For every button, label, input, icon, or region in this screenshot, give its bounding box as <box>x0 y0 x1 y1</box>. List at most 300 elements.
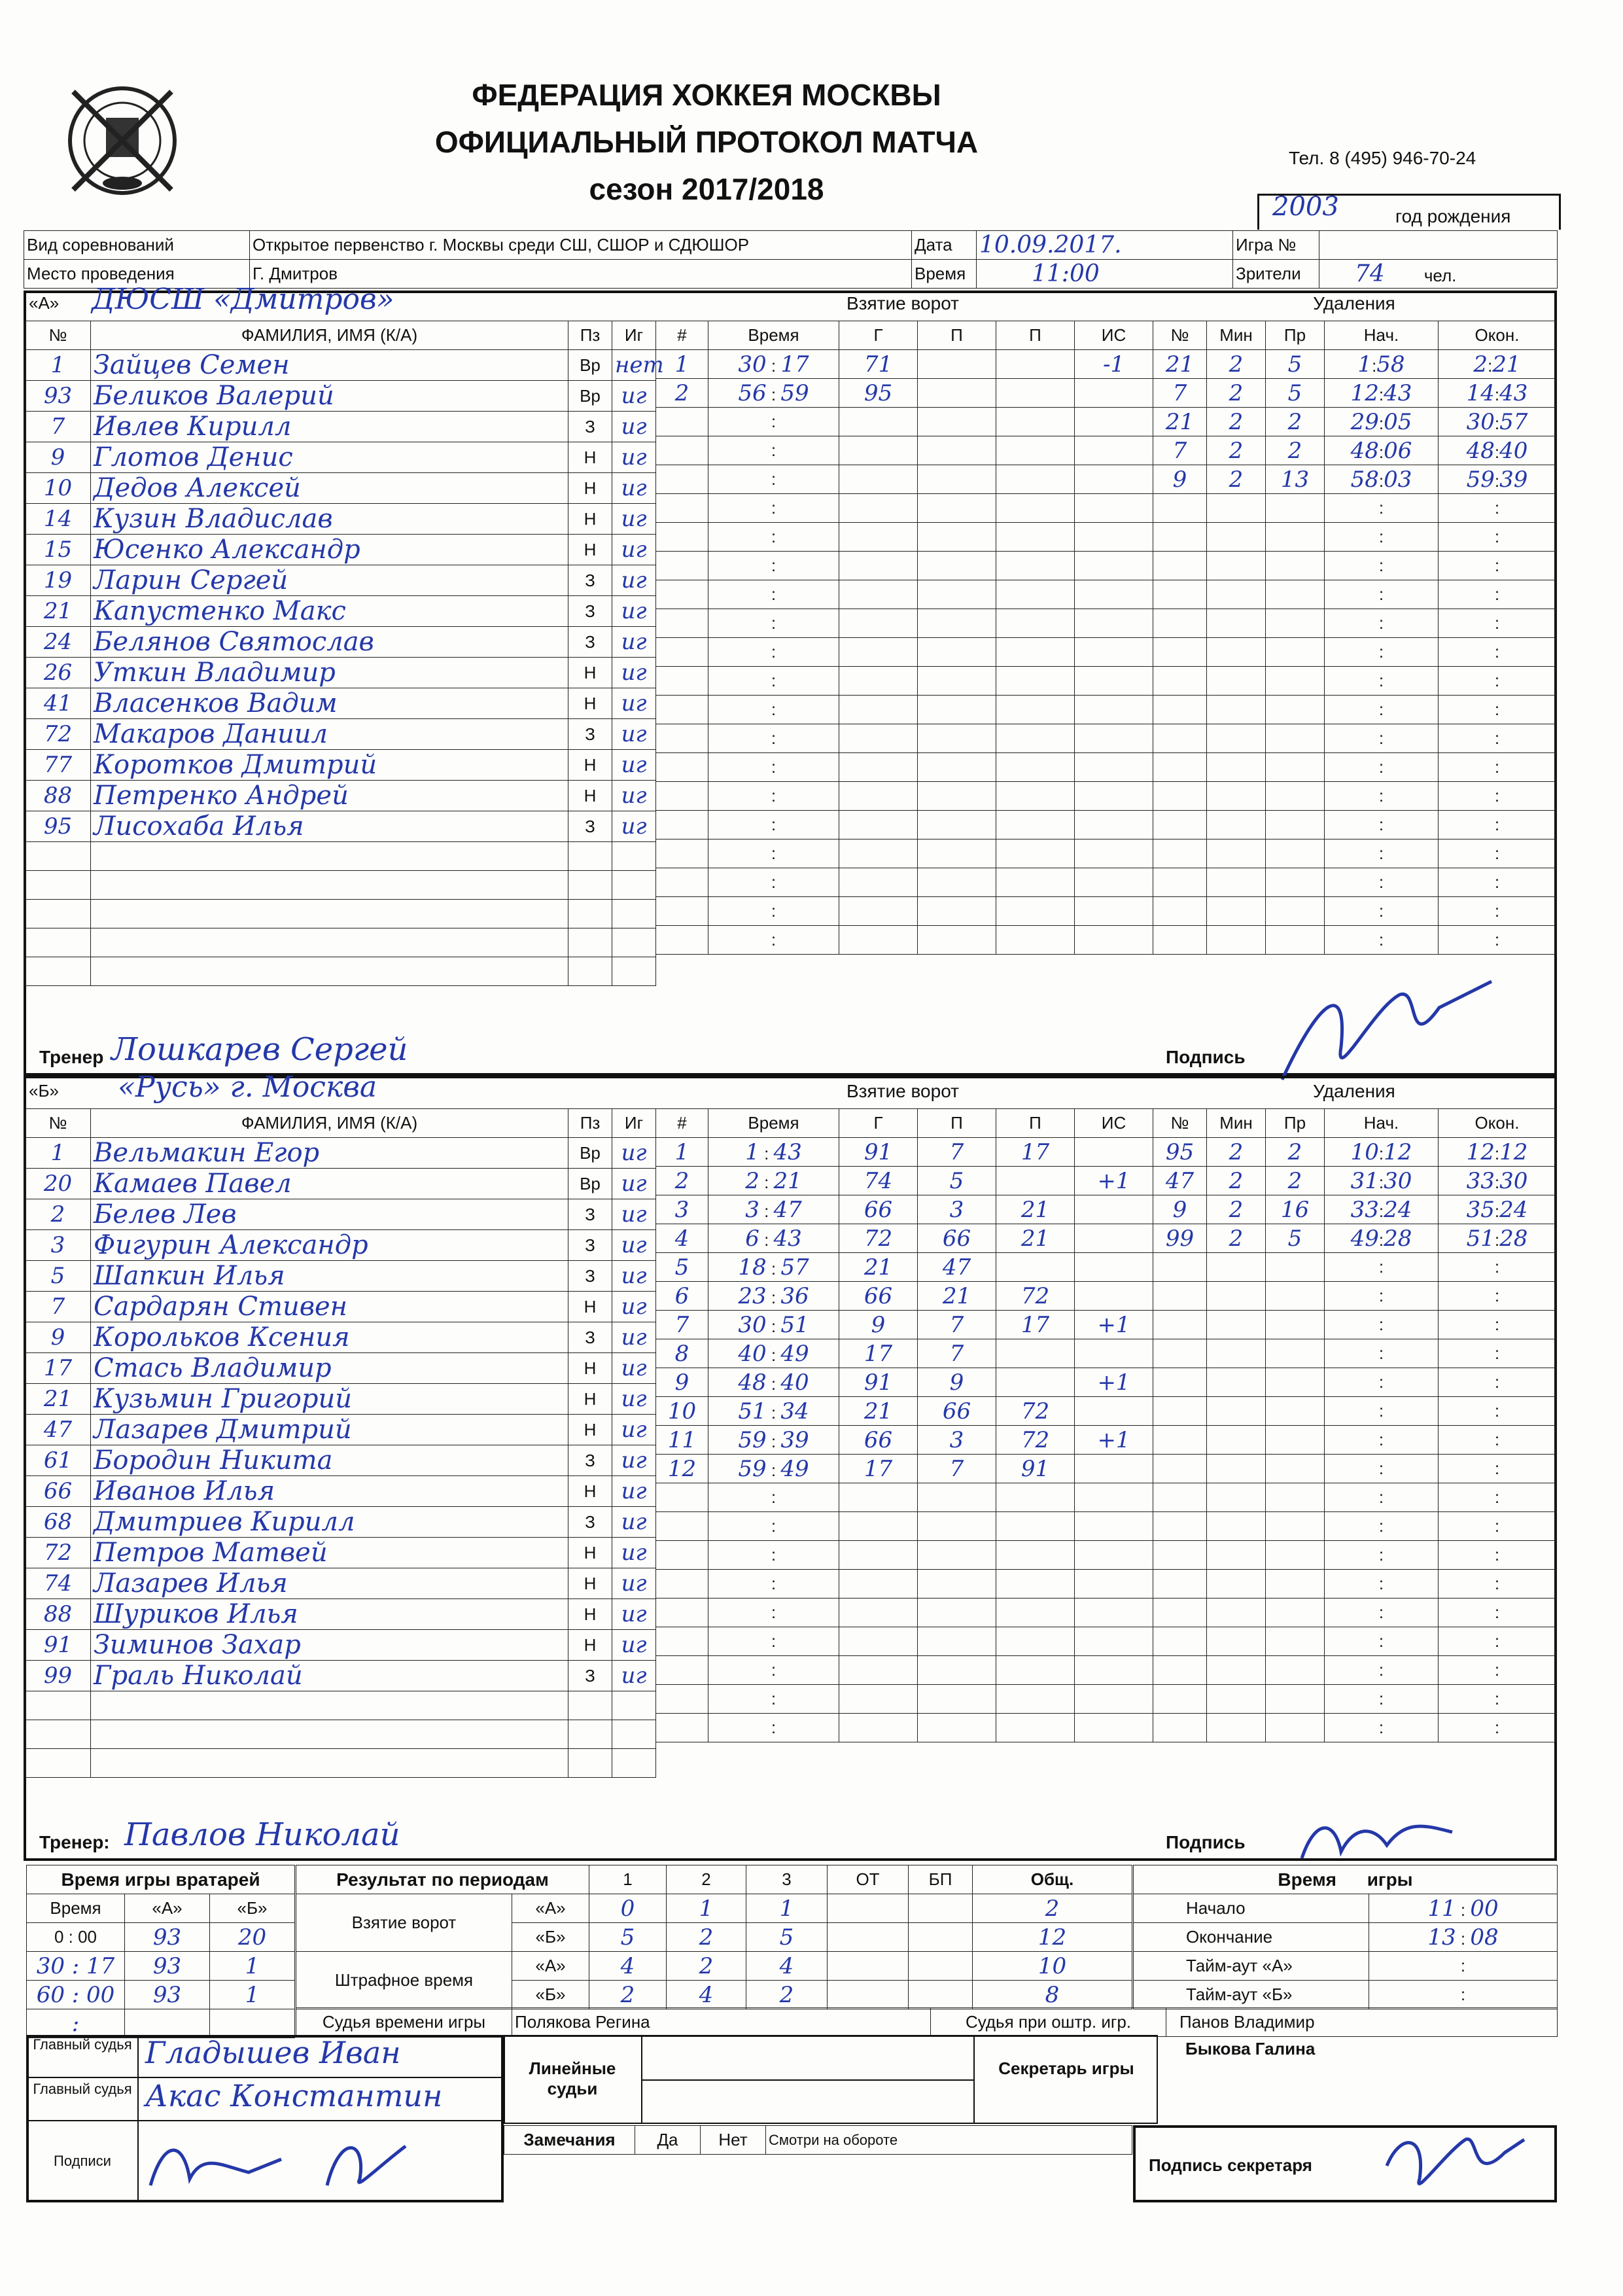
player-row <box>26 688 656 719</box>
spectators-unit: чел. <box>1423 266 1457 285</box>
period-value <box>828 1952 909 1981</box>
goal-time-minute: 40 <box>738 1340 767 1367</box>
team-a-goals <box>655 321 1153 955</box>
competition-label: Вид соревнований <box>24 231 250 260</box>
penalty-start: : <box>1325 1339 1439 1368</box>
penalty-player-number <box>1153 1656 1207 1685</box>
player-name: Беликов Валерий <box>91 381 568 412</box>
penalty-end-second: 43 <box>1499 380 1528 406</box>
goal-assist-2 <box>996 1339 1075 1368</box>
goal-assist-2 <box>996 1167 1075 1195</box>
player-name: Юсенко Александр <box>91 535 568 565</box>
goal-situation <box>1075 523 1153 552</box>
goal-number <box>656 897 708 926</box>
player-number <box>26 928 91 957</box>
player-played: иг <box>612 781 656 811</box>
goal-row <box>656 1512 1153 1541</box>
game-number-value <box>1319 231 1558 260</box>
goal-col-assist-1: П <box>918 1109 996 1138</box>
game-number-label: Игра № <box>1233 231 1319 260</box>
penalty-start: : <box>1325 1311 1439 1339</box>
period-col-3: 3 <box>746 1865 828 1894</box>
goal-assist-2 <box>996 667 1075 696</box>
goal-assist-1: 66 <box>918 1397 996 1426</box>
goal-scorer <box>839 408 918 436</box>
secretary-name: Быкова Галина <box>1185 2039 1316 2058</box>
penalty-reason <box>1266 926 1325 955</box>
penalty-player-number <box>1153 753 1207 782</box>
goal-assist-1 <box>918 494 996 523</box>
goal-number <box>656 1512 708 1541</box>
player-number: 26 <box>26 658 91 688</box>
penalty-start-minute: 12 <box>1350 380 1379 406</box>
period-value: 2 <box>746 1981 828 2009</box>
player-row <box>26 596 656 627</box>
player-position <box>568 842 612 871</box>
player-played: иг <box>612 1445 656 1476</box>
team-b-coach-name: Павлов Николай <box>124 1816 400 1853</box>
period-value <box>909 1952 973 1981</box>
goal-col-time: Время <box>708 1109 839 1138</box>
goal-row <box>656 1368 1153 1397</box>
player-position <box>568 1691 612 1720</box>
player-name: Глотов Денис <box>91 442 568 473</box>
goal-assist-1: 7 <box>918 1311 996 1339</box>
penalty-player-number <box>1153 782 1207 811</box>
goal-time: 18 : 57 <box>708 1253 839 1282</box>
period-col-1: 1 <box>589 1865 667 1894</box>
penalty-row <box>1153 1483 1556 1512</box>
penalty-start: 49:28 <box>1325 1224 1439 1253</box>
penalty-end: : <box>1439 494 1556 523</box>
goal-time: 56 : 59 <box>708 379 839 408</box>
player-row <box>26 442 656 473</box>
goal-number <box>656 580 708 609</box>
referees-divider-2 <box>26 2120 504 2121</box>
penalty-col-number: № <box>1153 1109 1207 1138</box>
penalty-minutes <box>1207 1455 1266 1483</box>
player-number: 5 <box>26 1261 91 1292</box>
goal-number: 9 <box>656 1368 708 1397</box>
penalty-start: 48:06 <box>1325 436 1439 465</box>
penalty-end-minute: 14 <box>1466 380 1495 406</box>
goal-scorer <box>839 897 918 926</box>
goal-time: : <box>708 926 839 955</box>
player-position: Н <box>568 1476 612 1507</box>
spectators-label: Зрители <box>1233 260 1319 289</box>
goal-time: : <box>708 1541 839 1570</box>
goal-situation: +1 <box>1075 1368 1153 1397</box>
goal-scorer <box>839 839 918 868</box>
goal-assist-1 <box>918 667 996 696</box>
goal-scorer <box>839 926 918 955</box>
roster-col-name: ФАМИЛИЯ, ИМЯ (К/А) <box>91 321 568 350</box>
penalty-player-number <box>1153 609 1207 638</box>
player-name: Шапкин Илья <box>91 1261 568 1292</box>
goal-time: : <box>708 753 839 782</box>
goal-assist-2 <box>996 580 1075 609</box>
penalty-reason <box>1266 1455 1325 1483</box>
goal-number <box>656 1627 708 1656</box>
goal-number <box>656 696 708 724</box>
penalty-start: : <box>1325 897 1439 926</box>
goal-situation: -1 <box>1075 350 1153 379</box>
player-position: З <box>568 1507 612 1538</box>
penalty-end: : <box>1439 1714 1556 1742</box>
penalty-end: : <box>1439 1483 1556 1512</box>
goal-assist-2 <box>996 1512 1075 1541</box>
goal-situation <box>1075 552 1153 580</box>
player-row <box>26 1384 656 1415</box>
penalty-end: 48:40 <box>1439 436 1556 465</box>
penalty-start: : <box>1325 1714 1439 1742</box>
penalty-minutes <box>1207 638 1266 667</box>
penalty-end: : <box>1439 1685 1556 1714</box>
goal-row <box>656 1282 1153 1311</box>
goal-time: : <box>708 465 839 494</box>
signatures-label: Подписи <box>54 2153 111 2169</box>
goal-situation <box>1075 1685 1153 1714</box>
player-number: 72 <box>26 1538 91 1568</box>
penalty-minutes: 2 <box>1207 465 1266 494</box>
goal-assist-1: 5 <box>918 1167 996 1195</box>
goal-row <box>656 379 1153 408</box>
goal-time-second: 59 <box>780 380 809 406</box>
player-played: иг <box>612 1661 656 1691</box>
penalty-end-second: 24 <box>1499 1196 1528 1223</box>
goal-scorer <box>839 1685 918 1714</box>
penalty-minutes: 2 <box>1207 1224 1266 1253</box>
player-number: 9 <box>26 442 91 473</box>
head-ref-1-label: Главный судья <box>33 2036 132 2053</box>
player-played: иг <box>612 596 656 627</box>
player-number: 7 <box>26 1292 91 1322</box>
penalty-minutes <box>1207 753 1266 782</box>
goal-scorer <box>839 868 918 897</box>
goal-time: : <box>708 523 839 552</box>
penalty-player-number <box>1153 897 1207 926</box>
goal-time-minute: 6 <box>745 1225 759 1252</box>
goal-scorer: 17 <box>839 1455 918 1483</box>
penalty-row <box>1153 753 1556 782</box>
goal-row <box>656 1138 1153 1167</box>
goal-scorer <box>839 753 918 782</box>
penalty-row <box>1153 1627 1556 1656</box>
player-position <box>568 900 612 928</box>
goal-number <box>656 667 708 696</box>
penalty-reason <box>1266 1311 1325 1339</box>
goal-time: : <box>708 811 839 839</box>
penalty-start: 29:05 <box>1325 408 1439 436</box>
player-number: 2 <box>26 1199 91 1230</box>
penalty-reason: 2 <box>1266 436 1325 465</box>
goal-time-second: 57 <box>780 1254 809 1280</box>
goal-time: : <box>708 1483 839 1512</box>
penalty-reason: 16 <box>1266 1195 1325 1224</box>
roster-col-number: № <box>26 321 91 350</box>
penalty-row <box>1153 1339 1556 1368</box>
penalty-end: : <box>1439 1282 1556 1311</box>
penalty-row <box>1153 1598 1556 1627</box>
goal-row <box>656 1224 1153 1253</box>
goal-assist-1: 7 <box>918 1455 996 1483</box>
goal-time: : <box>708 839 839 868</box>
penalty-end: : <box>1439 552 1556 580</box>
player-position: З <box>568 719 612 750</box>
player-row <box>26 928 656 957</box>
penalty-reason <box>1266 1714 1325 1742</box>
goal-assist-1: 7 <box>918 1339 996 1368</box>
penalty-row <box>1153 580 1556 609</box>
goal-situation <box>1075 1598 1153 1627</box>
game-time-title-b: игры <box>1367 1869 1413 1890</box>
player-played <box>612 1691 656 1720</box>
player-position: З <box>568 1661 612 1691</box>
penalty-player-number <box>1153 580 1207 609</box>
player-name: Дедов Алексей <box>91 473 568 504</box>
penalty-minutes <box>1207 1656 1266 1685</box>
penalty-reason <box>1266 1483 1325 1512</box>
penalty-row <box>1153 1138 1556 1167</box>
goal-assist-1 <box>918 408 996 436</box>
player-played: иг <box>612 719 656 750</box>
period-row <box>296 1894 1132 1923</box>
goal-situation <box>1075 408 1153 436</box>
player-row <box>26 900 656 928</box>
penalty-player-number: 95 <box>1153 1138 1207 1167</box>
timeout-a-label: Тайм-аут «А» <box>1134 1952 1369 1981</box>
player-name: Фигурин Александр <box>91 1230 568 1261</box>
penalty-row <box>1153 1282 1556 1311</box>
goal-time-minute: 30 <box>738 1311 767 1338</box>
penalty-reason <box>1266 638 1325 667</box>
penalty-end: : <box>1439 782 1556 811</box>
penalty-row <box>1153 1512 1556 1541</box>
goal-situation <box>1075 1627 1153 1656</box>
period-col-total: Общ. <box>973 1865 1132 1894</box>
period-value <box>828 1923 909 1952</box>
period-value: 4 <box>589 1952 667 1981</box>
team-a-penalties <box>1153 321 1556 955</box>
goal-scorer: 66 <box>839 1195 918 1224</box>
player-name: Власенков Вадим <box>91 688 568 719</box>
team-b-roster <box>25 1108 656 1778</box>
goal-situation <box>1075 782 1153 811</box>
goal-time: 2 : 21 <box>708 1167 839 1195</box>
player-number <box>26 1720 91 1749</box>
player-position: Н <box>568 1599 612 1630</box>
player-row <box>26 842 656 871</box>
player-position: З <box>568 627 612 658</box>
goalie-time-title: Время игры вратарей <box>27 1865 295 1894</box>
penalty-row <box>1153 926 1556 955</box>
goal-row <box>656 782 1153 811</box>
period-value <box>828 1894 909 1923</box>
player-number: 68 <box>26 1507 91 1538</box>
player-number: 61 <box>26 1445 91 1476</box>
goal-scorer <box>839 1598 918 1627</box>
penalty-end: 14:43 <box>1439 379 1556 408</box>
penalty-reason <box>1266 552 1325 580</box>
penalty-start: : <box>1325 667 1439 696</box>
goal-assist-2: 21 <box>996 1195 1075 1224</box>
penalty-minutes <box>1207 1714 1266 1742</box>
team-a-penalties-title: Удаления <box>1313 293 1395 313</box>
player-played: иг <box>612 381 656 412</box>
roster-col-played: Иг <box>612 1109 656 1138</box>
penalty-reason: 2 <box>1266 1167 1325 1195</box>
player-name: Белянов Святослав <box>91 627 568 658</box>
penalty-minutes <box>1207 1339 1266 1368</box>
penalty-start: : <box>1325 1455 1439 1483</box>
player-row <box>26 1322 656 1353</box>
goal-number <box>656 408 708 436</box>
goal-row <box>656 1397 1153 1426</box>
goal-time: : <box>708 494 839 523</box>
time-value: 11:00 <box>1032 260 1100 287</box>
player-name: Зайцев Семен <box>91 350 568 381</box>
penalty-reason <box>1266 1656 1325 1685</box>
goal-time: : <box>708 1656 839 1685</box>
player-played: иг <box>612 1568 656 1599</box>
goal-assist-1: 47 <box>918 1253 996 1282</box>
player-name: Граль Николай <box>91 1661 568 1691</box>
player-number: 47 <box>26 1415 91 1445</box>
goal-col-number: # <box>656 321 708 350</box>
player-played <box>612 1749 656 1778</box>
goal-assist-2 <box>996 1253 1075 1282</box>
penalty-reason <box>1266 667 1325 696</box>
goal-situation <box>1075 1339 1153 1368</box>
penalty-start-minute: 1 <box>1357 351 1372 378</box>
player-name: Зиминов Захар <box>91 1630 568 1661</box>
player-name <box>91 928 568 957</box>
penalty-start: : <box>1325 1512 1439 1541</box>
player-number <box>26 842 91 871</box>
team-b-goals <box>655 1108 1153 1742</box>
goal-time-second: 43 <box>773 1139 802 1165</box>
goal-assist-2 <box>996 782 1075 811</box>
penalty-reason <box>1266 1685 1325 1714</box>
penalty-start-second: 05 <box>1384 408 1412 435</box>
player-position: З <box>568 1322 612 1353</box>
penalty-reason: 2 <box>1266 408 1325 436</box>
penalty-minutes <box>1207 1685 1266 1714</box>
period-value: 5 <box>589 1923 667 1952</box>
goal-situation <box>1075 811 1153 839</box>
player-position <box>568 871 612 900</box>
goal-scorer <box>839 523 918 552</box>
penalty-minutes <box>1207 523 1266 552</box>
period-team: «А» <box>512 1952 589 1981</box>
goal-time: : <box>708 1627 839 1656</box>
player-position: Н <box>568 1630 612 1661</box>
goal-assist-2 <box>996 1656 1075 1685</box>
player-row <box>26 781 656 811</box>
penalty-reason <box>1266 868 1325 897</box>
goal-assist-1 <box>918 696 996 724</box>
goal-number <box>656 609 708 638</box>
team-a-coach-label: Тренер <box>39 1047 104 1067</box>
goal-row <box>656 1627 1153 1656</box>
goal-assist-2 <box>996 638 1075 667</box>
goal-assist-2 <box>996 811 1075 839</box>
head-ref-1-name: Гладышев Иван <box>145 2035 401 2070</box>
goal-number: 10 <box>656 1397 708 1426</box>
goal-row <box>656 724 1153 753</box>
period-value <box>909 1981 973 2009</box>
goal-assist-2 <box>996 1685 1075 1714</box>
player-played: иг <box>612 1322 656 1353</box>
penalty-end: : <box>1439 609 1556 638</box>
goal-situation <box>1075 1282 1153 1311</box>
player-number: 3 <box>26 1230 91 1261</box>
player-row <box>26 1661 656 1691</box>
player-number: 14 <box>26 504 91 535</box>
penalty-minutes <box>1207 724 1266 753</box>
goal-time: 59 : 39 <box>708 1426 839 1455</box>
goal-number: 1 <box>656 1138 708 1167</box>
goal-scorer <box>839 782 918 811</box>
player-row <box>26 350 656 381</box>
penalty-minutes <box>1207 1368 1266 1397</box>
team-b-coach-label: Тренер: <box>39 1832 110 1852</box>
goal-number <box>656 436 708 465</box>
goal-assist-2: 72 <box>996 1397 1075 1426</box>
penalty-player-number <box>1153 1397 1207 1426</box>
goal-time-second: 17 <box>780 351 809 378</box>
penalty-player-number <box>1153 1541 1207 1570</box>
goal-time-minute: 23 <box>738 1282 767 1309</box>
team-a-name: ДЮСШ «Дмитров» <box>92 283 394 316</box>
goal-row <box>656 1167 1153 1195</box>
time-label: Время <box>912 260 977 289</box>
player-number: 66 <box>26 1476 91 1507</box>
player-played: иг <box>612 1507 656 1538</box>
goal-row <box>656 1253 1153 1282</box>
penalty-player-number <box>1153 1282 1207 1311</box>
goal-scorer <box>839 1541 918 1570</box>
team-a-coach-name: Лошкарев Сергей <box>111 1031 408 1068</box>
goal-situation <box>1075 696 1153 724</box>
player-played: иг <box>612 1261 656 1292</box>
goal-scorer <box>839 436 918 465</box>
penalty-row <box>1153 494 1556 523</box>
player-name: Камаев Павел <box>91 1169 568 1199</box>
goal-assist-1 <box>918 1714 996 1742</box>
penalty-start: : <box>1325 1483 1439 1512</box>
penalty-minutes <box>1207 552 1266 580</box>
team-a-tag: «А» <box>29 293 60 313</box>
penalty-reason: 5 <box>1266 1224 1325 1253</box>
penalty-start-minute: 58 <box>1350 466 1379 493</box>
goal-scorer: 71 <box>839 350 918 379</box>
team-b-name: «Русь» г. Москва <box>118 1070 377 1104</box>
penalty-reason <box>1266 1598 1325 1627</box>
goal-row <box>656 1483 1153 1512</box>
penalty-judge-label: Судья при оштр. игр. <box>931 2008 1166 2037</box>
goal-row <box>656 753 1153 782</box>
goal-number <box>656 1570 708 1598</box>
penalty-end: : <box>1439 523 1556 552</box>
goal-number <box>656 753 708 782</box>
penalty-start: 12:43 <box>1325 379 1439 408</box>
penalty-player-number <box>1153 926 1207 955</box>
penalty-player-number <box>1153 1512 1207 1541</box>
remarks-label: Замечания <box>504 2126 635 2155</box>
penalty-reason <box>1266 696 1325 724</box>
goal-situation <box>1075 724 1153 753</box>
